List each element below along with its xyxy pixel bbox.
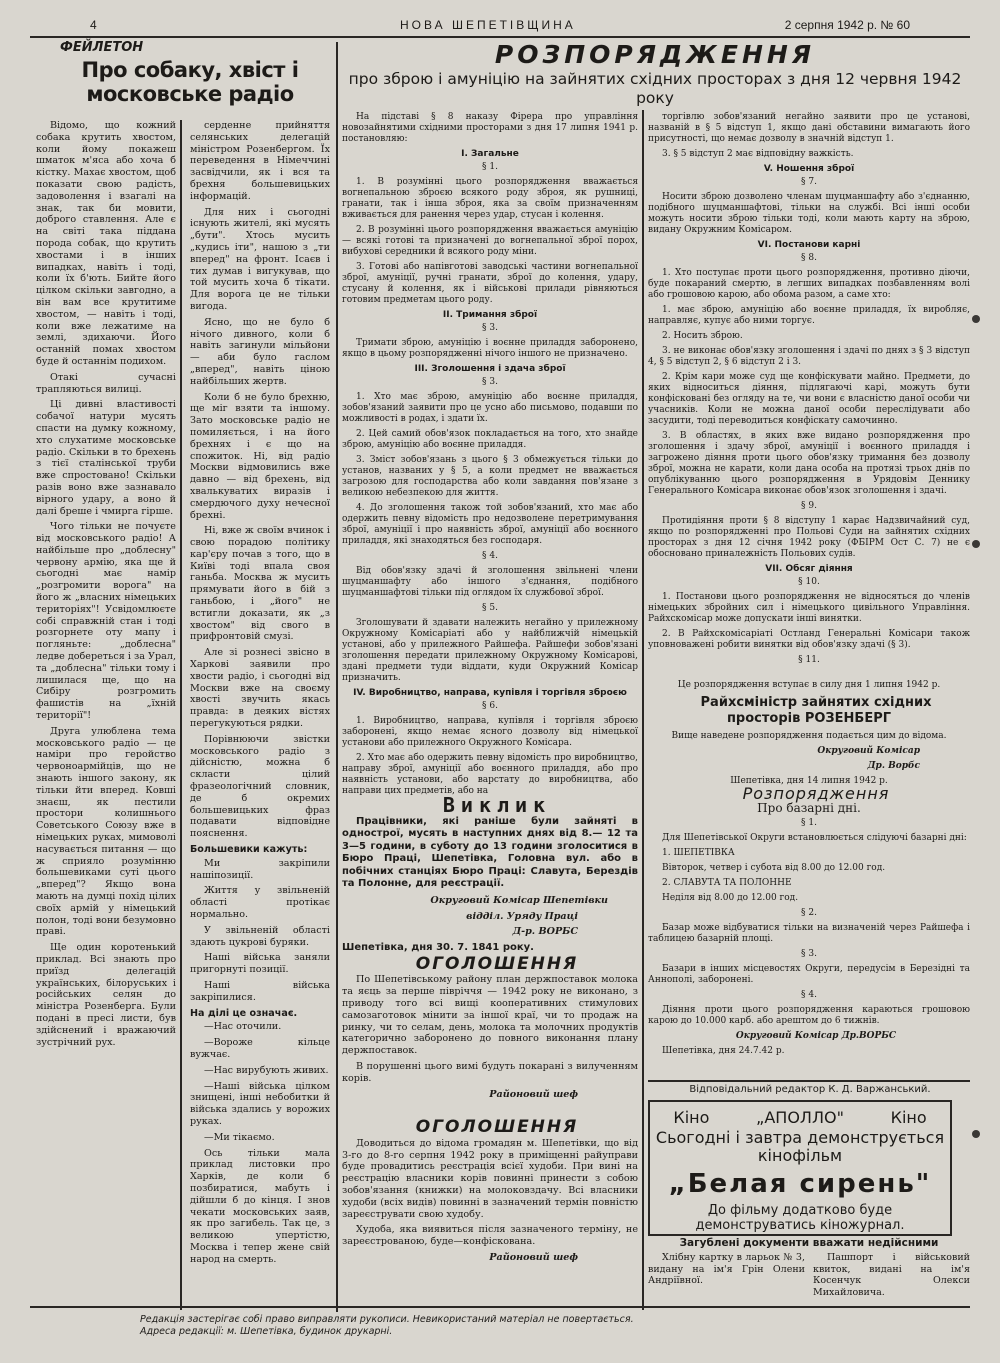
paragraph: 1. Виробництво, направа, купівля і торгівля зброєю заборонені, якщо немає ясного дозволу від німецької установи або прилежного Окружного Комісара. <box>342 716 638 748</box>
paragraph-number: § 11. <box>798 655 820 665</box>
paragraph: 2. Хто має або одержить певну відомість про виробництво, направу зброї, амуніції або воєнного приладдя, або про наявність установи, або варстату до виробництва, або направи цих предметів, або на <box>342 753 638 796</box>
paragraph: Ці дивні властивості собачої натури мусять спасти на думку кожному, хто слухатиме московське радіо. Скільки в то брехень з тієї сталінської труби вже спростовано! Скільки разів воно вже зазнавало вірного удару, а воно й далі бреше і чмирга гірше. <box>36 399 176 517</box>
paragraph: Ось тільки мала приклад листовки про Харків, де коли б позбиратися, мабуть і дійшли б до кінця. І знов чекати московських заяв, як про загибель. Так це, з великою упертістю, Москва і тепер жене свій народ на смерть. <box>190 1147 330 1265</box>
decree-column-2 <box>648 112 970 665</box>
effective-date: Це розпорядження вступає в силу дня 1 липня 1942 р. <box>677 680 941 690</box>
footer-line: Адреса редакції: м. Шепетівка, будинок друкарні. <box>140 1326 393 1337</box>
bazaar-date: Шепетівка, дня 24.7.42 р. <box>662 1046 785 1056</box>
decree-signoff <box>648 680 970 786</box>
paragraph: Ясно, що не було б нічого дивного, коли б навіть загинули мільйони — аби було гаслом „вперед", навіть ціною найбільших жертв. <box>190 316 330 387</box>
decree-title: РОЗПОРЯДЖЕННЯ <box>494 40 816 69</box>
film-title: „Белая сирень" <box>668 1169 932 1199</box>
feuilleton-column-1 <box>36 120 176 1305</box>
paragraph-number: § 8. <box>801 253 817 263</box>
paragraph: серденне прийняття селянських делегацій міністром Розенбергом. Їх переведення в Німеччині засвідчили, як і вся та брехня большевицьких інформацій. <box>190 120 330 202</box>
paragraph: 2. В Райхскомісаріаті Остланд Генеральні Комісари також уповноважені робити винятки від обов'язку здачі (§ 3). <box>648 629 970 650</box>
list-item: Життя у звільненій області протікає нормально. <box>190 885 330 920</box>
list-item: —Вороже кільце вужчає. <box>190 1037 330 1060</box>
paragraph: 3. Готові або напівготові заводські частини вогнепальної зброї, амуніції, ручні гранати, зброї до колення, удару, стусану й колення, як і військові прилади рівняються готовим предметам цього роду. <box>342 262 638 305</box>
vyklyk-notice <box>342 793 638 1100</box>
paragraph: Для Шепетівської Округи встановлюється слідуючі базарні дні: <box>662 833 967 843</box>
paragraph: Носити зброю дозволено членам шуцманшафту або з'єднанню, подібного шуцманшафтові, тільки на службі. Всі інші особи можуть носити зброю тільки тоді, коли мають карту на зброю, видану Окружним Комісаром. <box>648 192 970 235</box>
paragraph-number: § 3. <box>801 949 817 959</box>
list-item: —Ми тікаємо. <box>204 1131 275 1143</box>
editor-line <box>655 1084 965 1098</box>
paragraph: Базари в інших місцевостях Округи, передусім в Березідні та Аннополі, заборонені. <box>648 964 970 985</box>
section-heading: V. Ношення зброї <box>763 164 855 174</box>
announcement-title: ОГОЛОШЕННЯ <box>415 1117 579 1137</box>
bazaar-signer: Округовий Комісар Др.ВОРБС <box>735 1031 897 1041</box>
list-item: 3. не виконає обов'язку зголошення і здачі по днях з § 3 відступ 4, § 5 відступ 2, § 6 відступ 2 і 3. <box>648 346 970 367</box>
minister-signature: Райхсміністр зайнятих східних просторів РОЗЕНБЕРГ <box>700 695 932 726</box>
feuilleton-column-2 <box>190 120 330 1305</box>
section-heading: I. Загальне <box>461 149 519 159</box>
lost-title: Загублені документи вважати недійсними <box>679 1237 939 1249</box>
paragraph-number: § 1. <box>482 162 498 172</box>
issue-date: 2 серпня 1942 р. № 60 <box>784 18 910 32</box>
announcement-signer: Районовий шеф <box>489 1088 578 1100</box>
signer-line: Д-р. ВОРБС <box>512 926 578 938</box>
announcement-signer: Районовий шеф <box>489 1251 578 1263</box>
section-heading: II. Тримання зброї <box>442 310 538 320</box>
announcement-text: Худоба, яка виявиться після зазначеного терміну, не зареєстрованою, буде—конфіскована. <box>342 1224 638 1248</box>
bottom-rule <box>30 1306 970 1308</box>
paragraph: 2. Цей самий обов'язок покладається на того, хто знайде зброю, амуніцію або воєнне приладдя. <box>342 429 638 450</box>
paragraph: 1. Хто має зброю, амуніцію або воєнне приладдя, зобов'язаний заявити про це усно або письмово, подавши по можливості в родах, і здати їх. <box>342 392 638 424</box>
page-number: 4 <box>90 18 97 32</box>
paragraph: торгівлю зобов'язаний негайно заявити про це установі, названій в § 5 відступ 1, якщо дані обставини вимагають його присутності, що немає дозволу в значній відступ 1. <box>648 112 970 144</box>
paragraph: 3. § 5 відступ 2 має відповідну важкість. <box>662 149 854 159</box>
announcement-title: ОГОЛОШЕННЯ <box>415 953 579 974</box>
list-item: Наші війська закріпилися. <box>190 979 330 1003</box>
section-label: ФЕЙЛЕТОН <box>60 40 144 55</box>
paragraph: Коли б не було брехню, ще міг взяти та іншому. Зато московське радіо не помиляється, і на його брехнях і є що на спожиток. Ні, від радіо Москви відмовились вже давно — від брехень, від хвалькуватих виразів і смердючого духу нечесної брехні. <box>190 391 330 521</box>
paragraph: Чого тільки не почуєте від московського радіо! А найбільше про „доблесну" червону армію, яка ще й сьогодні має намір „розгромити ворога" на його ж „власних німецьких територіях"! Усвідомлюєте собі справжній стан і тоді розгорнете оту мапу і погляньте: „доблесна" ледве добереться і за Урал, та „доблесна" тільки тому і лишилася ще, що на Сибіру розгромить фашистів на „їхній території"! <box>36 521 176 722</box>
paragraph: На підставі § 8 наказу Фірера про управління новозайнятими східними просторами з дня 17 липня 1941 р. постановляю: <box>342 112 638 144</box>
notice-text: Працівники, які раніше були зайняті в однострої, мусять в наступних днях від 8.— 12 та 3—5 години, в суботу до 13 години зголоситися в Бюро Праці, Шепетівка, Головна вул. або в побічних станціях Бюро Праці: Славута, Берездів та Полонне, для реєстрації. <box>342 815 638 890</box>
decree-subtitle: про зброю і амуніцію на зайнятих східних просторах з дня 12 червня 1942 року <box>348 70 962 107</box>
bazaar-subtitle: Про базарні дні. <box>757 801 861 815</box>
binding-hole <box>972 315 980 323</box>
paragraph: Відомо, що кожний собака крутить хвостом, коли йому покажеш шматок м'яса або хоча б кістку. Махає хвостом, щоб показати свою радість, задоволення і взагалі на знак, так би мовити, доброго ставлення. Але є на світі така піддана порода собак, що крутить хвостами і в інших випадках, навіть і тоді, коли їх б'ють. Бийте його цілком скільки завгодно, а він вам все крутитиме хвостом, — навіть і тоді, коли вже лежатиме на землі, здихаючи. Його останній помах хвостом буде й останнім подихом. <box>36 120 176 367</box>
binding-hole <box>972 1130 980 1138</box>
paragraph-number: § 9. <box>801 501 817 511</box>
signer-title: Округовий Комісар <box>817 746 920 756</box>
binding-hole <box>972 540 980 548</box>
lost-items <box>648 1252 970 1303</box>
section-heading: IV. Виробництво, направа, купівля і торгівля зброєю <box>353 688 627 698</box>
paragraph-number: § 3. <box>482 377 498 387</box>
paragraph-number: § 1. <box>801 818 817 828</box>
ad-note: До фільму додатково буде демонструватись кіножурнал. <box>695 1203 905 1233</box>
paragraph: Діяння проти цього розпорядження караються грошовою карою до 10.000 карб. або арештом до 6 тижнів. <box>648 1005 970 1026</box>
announcement-text: Доводиться до відома громадян м. Шепетівки, що від 3-го до 8-го серпня 1942 року в приміщенні райуправи буде провадитись реєстрація всієї худоби. При вині на реєстрацію власники корів повинні принести з собою зобов'язання (книжки) на молоковздачу. Всі власники худоби (всіх видів) повинні в зазначений термін повністю зареєструвати свою худобу. <box>342 1137 638 1220</box>
cinema-name: „АПОЛЛО" <box>756 1108 844 1127</box>
paragraph: Порівнюючи звістки московського радіо з дійсністю, можна б скласти цілий фразеологічний словник, де б окремих большевицьких фраз подавати відповідне пояснення. <box>190 733 330 840</box>
paragraph: Друга улюблена тема московського радіо — це наміри про геройство червоноармійців, що не знають іншого закону, як тільки йти вперед. Ковші знаєш, як пестили простори колишнього Советського Союзу вже в німецьких руках, мимоволі насувається питання — що ж сприяло розумінню большевиками суті цього „вперед"? Якщо вона мають на думці похід цілих своїх армій у німецький полон, тоді вони безумовно праві. <box>36 725 176 938</box>
paragraph: Але зі рознесі звісно в Харкові заявили про хвости радіо, і сьогодні від Москви вже на своєму хвості звучить якась правда: в деяких вістях перегукуються рядки. <box>190 647 330 730</box>
column-divider <box>180 120 182 1310</box>
section-heading: III. Зголошення і здача зброї <box>414 364 566 374</box>
ad-header <box>650 1108 950 1127</box>
paragraph-number: § 5. <box>482 603 498 613</box>
page-header <box>30 14 970 38</box>
column-divider <box>336 42 338 1312</box>
list-item: 2. Носить зброю. <box>662 331 743 341</box>
list-item: Ми закріпили нашіпозиції. <box>190 857 330 881</box>
lost-documents <box>648 1236 970 1306</box>
paragraph: Зголошувати й здавати належить негайно у прилежному Окружному Комісаріаті або у найближчій німецькій установі, або у прилежного Райшефа. Райшефи зобов'язані зголошення передати прилежному Окружному Комісарові, здані предмети туди віддати, куди Окружний Комісар призначить. <box>342 618 638 683</box>
list-header: Большевики кажуть: <box>190 844 308 856</box>
editor-text: Відповідальний редактор К. Д. Варжанський. <box>689 1084 931 1095</box>
ad-word: Кіно <box>673 1108 710 1127</box>
paragraph-number: § 7. <box>801 177 817 187</box>
column-divider <box>642 110 644 1310</box>
list-item: У звільненій області здають цукрові буряки. <box>190 924 330 948</box>
signed-place-date: Шепетівка, дня 14 липня 1942 р. <box>730 776 888 786</box>
section-rule <box>648 1080 970 1082</box>
lost-item: Хлібну картку в ларьок № 3, видану на ім'я Грін Олени Андріївної. <box>648 1251 805 1287</box>
signer-name: Др. Ворбс <box>867 761 920 771</box>
paragraph-number: § 10. <box>798 577 820 587</box>
page-footer <box>140 1314 840 1338</box>
paragraph: Ні, вже ж своїм вчинок і свою порадою політику кар'єру почав з того, що в Київі тоді впала своя ганьба. Москва ж мусить прямувати його в бій з ганьбою, і „його" не встигли доказати, як „з хвостом" від свого в прифронтовій смузі. <box>190 525 330 643</box>
feuilleton-title: Про собаку, хвіст і московське радіо <box>81 58 299 106</box>
announcement-text: В порушенні цього вимі будуть покарані з вилученням корів. <box>342 1061 638 1084</box>
decree-column-1 <box>342 112 638 796</box>
list-item: 1. має зброю, амуніцію або воєнне приладдя, їх виробляє, направляє, купує або ними торгує. <box>648 305 970 326</box>
list-item: —Нас вирубують живих. <box>204 1064 329 1076</box>
paragraph: 1. В розумінні цього розпорядження вважається вогнепальною зброєю всякого роду зброя, як рушниці, гранати, так і інша зброя, яка за своїм призначенням вживається для ранення через удар, стусан і колення. <box>342 177 638 220</box>
list-item: —Нас оточили. <box>204 1021 282 1033</box>
paragraph: Тримати зброю, амуніцію і воєнне приладдя заборонено, якщо в цьому розпорядженні нічого іншого не призначено. <box>342 338 638 359</box>
list-item: Наші війська заняли пригорнуті позиції. <box>190 952 330 976</box>
paragraph-number: § 3. <box>482 323 498 333</box>
paragraph: 3. В областях, в яких вже видано розпорядження про зголошення і здачу зброї, амуніції і воєнного приладдя і загрожено діяння проти цього обов'язку тримання без дозволу зброї, можна не карати, коли дана особа на протязі трьох днів по опублікуванню цього розпорядження в Урядовім Деннику Генерального Комісара виконає обов'язок зголошення і здачі. <box>648 431 970 496</box>
paragraph: Отакі сучасні трапляються вилиці. <box>36 371 176 395</box>
paragraph: Протидіяння проти § 8 відступу 1 карає Надзвичайний суд, якщо по розпорядженні про Польові Суди на зайнятих східних просторах з дня 12 січня 1942 року (ФБІРМ Ост С. 7) не є обосновано приналежність Польових судів. <box>648 516 970 559</box>
paragraph: 3. Зміст зобов'язань з цього § 3 обмежується тільки до установ, названих у § 5, а коли предмет не вважається загрозою для господарства або коли завдання пов'язане з великою небезпекою для життя. <box>342 455 638 498</box>
list-header: На ділі це означає. <box>190 1007 298 1019</box>
list-item: Неділя від 8.00 до 12.00 год. <box>662 893 799 903</box>
paragraph: 1. Хто поступає проти цього розпорядження, противно діючи, буде покараний смертю, в легших випадках позбавленням волі або грошовою карою, або обома разом, а саме хто: <box>648 268 970 300</box>
ad-subtext: Сьогодні і завтра демонструється кінофільм <box>655 1128 945 1165</box>
paragraph-number: § 4. <box>801 990 817 1000</box>
announcement-text: По Шепетівському району план держпоставок молока та яєць за перше півріччя — 1942 року не виконано, з приводу того всі вищі кооперативних стимулових самозаготовок мінити за іншої краї, чи то продаж на ринку, чи то селам, день, молока та молочних продуктів категорично заборонено до повного виконання плану держпоставок. <box>342 974 638 1057</box>
section-heading: VII. Обсяг діяння <box>765 564 853 574</box>
footer-line: Редакція застерігає собі право виправляти рукописи. Невикористаний матеріал не повертається. <box>140 1314 634 1325</box>
paragraph: 2. Крім кари може суд ще конфіскувати майно. Предмети, до яких відноситься діяння, підлягаючі карі, можуть бути конфісковані без огляду на те, чи вони є власністю даної особи чи учасників. Коли не можна даної особи переслідувати або засудити, тоді переводиться конфіскату самочинно. <box>648 372 970 426</box>
cinema-ad <box>648 1100 952 1236</box>
ad-word: Кіно <box>890 1108 927 1127</box>
list-item: 2. СЛАВУТА ТА ПОЛОННЕ <box>662 878 792 888</box>
paragraph-number: § 4. <box>482 551 498 561</box>
paragraph: 2. В розумінні цього розпорядження вважається амуніцію — всякі готові та призначені до вогнепальної зброї порох, вибухові середники й всякого роду міни. <box>342 225 638 257</box>
paragraph-number: § 6. <box>482 701 498 711</box>
list-item: Вівторок, четвер і субота від 8.00 до 12.00 год. <box>662 863 886 873</box>
bazaar-decree <box>648 784 970 1078</box>
paragraph: 1. Постанови цього розпорядження не відносяться до членів німецьких збройних сил і німецького цивільного Управління. Райхскомісар може допускати інші винятки. <box>648 592 970 624</box>
paragraph: Для них і сьогодні існують жителі, які мусять „бути". Хтось мусить „кудись іти", нашою з „ти вперед" на фронт. Ісаєв і тих думав і вигукував, що той мусить хоча б тікати. Для ворога це не тільки вигода. <box>190 206 330 312</box>
notice-date: Шепетівка, дня 30. 7. 1841 року. <box>342 942 534 954</box>
section-heading: VI. Постанови карні <box>757 240 861 250</box>
signer-line: відділ. Уряду Праці <box>466 910 578 922</box>
publish-note: Вище наведене розпорядження подається цим до відома. <box>671 731 947 741</box>
notice-title: Виклик <box>442 793 552 817</box>
paragraph-number: § 2. <box>801 908 817 918</box>
paragraph: Від обов'язку здачі й зголошення звільнені члени шуцманшафту або іншого з'єднання, подібного шуцманшафтові тільки під оглядом їх службової зброї. <box>342 566 638 598</box>
newspaper-title: НОВА ШЕПЕТІВЩИНА <box>400 18 576 32</box>
list-item: —Наші війська цілком знищені, інші небобитки й війська здались у ворожих руках. <box>190 1080 330 1127</box>
paragraph: Базар може відбуватися тільки на визначеній через Райшефа і таблицею базарній площі. <box>648 923 970 944</box>
signer-line: Округовий Комісар Шепетівки <box>430 894 608 906</box>
bazaar-title: Розпорядження <box>742 784 890 803</box>
list-item: 1. ШЕПЕТІВКА <box>662 848 735 858</box>
paragraph: Ще один коротенький приклад. Всі знають про приїзд делегацій українських, білоруських і російських селян до міністра Розенберга. Були подані в пресі листи, був здійснений і вражаючий зустрічний рух. <box>36 942 176 1048</box>
announcement-livestock <box>342 1117 638 1304</box>
lost-item: Пашпорт і військовий квиток, видані на ім'я Косенчук Олекси Михайловича. <box>813 1251 970 1299</box>
paragraph: 4. До зголошення також той зобов'язаний, хто має або одержить певну відомість про недозволене перетримування зброї, амуніції і про наявність зброї, амуніції або воєнного приладдя, які знаходяться без господаря. <box>342 503 638 546</box>
